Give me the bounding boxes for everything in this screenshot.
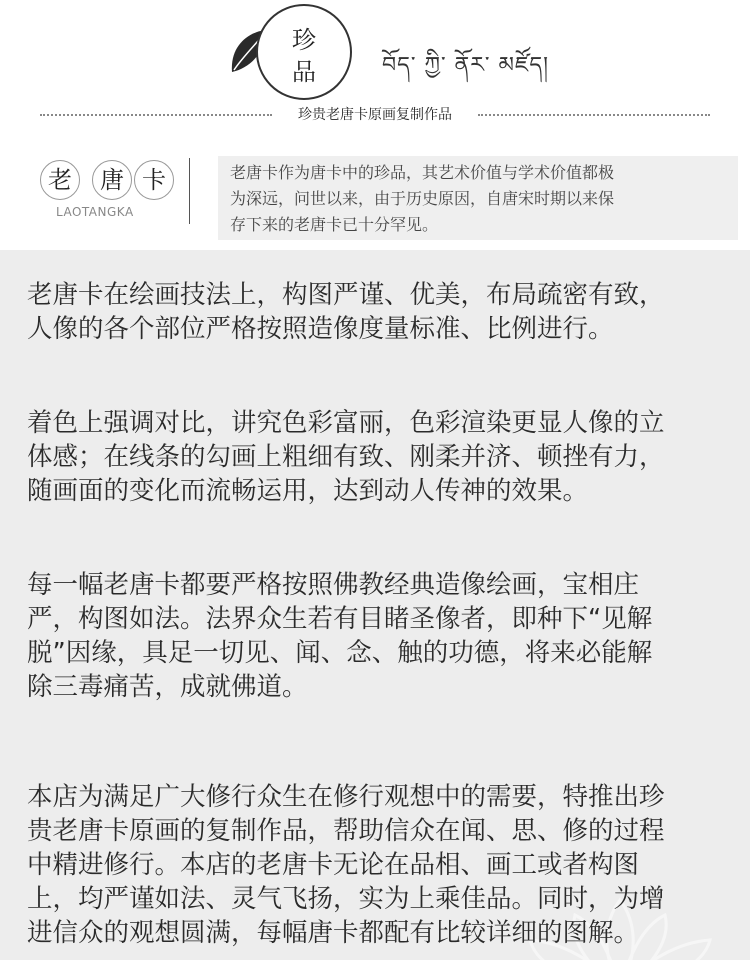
brand-english: LAOTANGKA xyxy=(56,205,134,219)
paragraph-line: 上，均严谨如法、灵气飞扬，实为上乘佳品。同时，为增 xyxy=(27,884,665,914)
seal-emblem xyxy=(256,4,352,100)
brand-char: 唐 xyxy=(92,160,132,200)
paragraph-line: 脱”因缘，具足一切见、闻、念、触的功德，将来必能解 xyxy=(27,638,653,668)
seal-char: 珍 xyxy=(292,26,316,54)
intro-box xyxy=(218,156,738,240)
paragraph xyxy=(27,780,727,950)
paragraph-line: 每一幅老唐卡都要严格按照佛教经典造像绘画，宝相庄 xyxy=(27,570,640,600)
paragraph-line: 本店为满足广大修行众生在修行观想中的需要，特推出珍 xyxy=(27,782,665,812)
intro-line: 为深远，问世以来，由于历史原因，自唐宋时期以来保 xyxy=(230,189,615,208)
paragraph-line: 中精进修行。本店的老唐卡无论在品相、画工或者构图 xyxy=(27,850,640,880)
brand-char: 老 xyxy=(40,160,80,200)
vertical-divider xyxy=(189,158,190,224)
paragraph-line: 贵老唐卡原画的复制作品，帮助信众在闻、思、修的过程 xyxy=(27,816,665,846)
paragraph xyxy=(27,278,727,346)
page-subtitle: 珍贵老唐卡原画复制作品 xyxy=(298,107,452,123)
dotted-divider xyxy=(478,114,710,116)
paragraph xyxy=(27,406,727,508)
intro-line: 老唐卡作为唐卡中的珍品，其艺术价值与学术价值都极 xyxy=(230,163,615,182)
paragraph-line: 严，构图如法。法界众生若有目睹圣像者，即种下“见解 xyxy=(27,604,653,634)
paragraph-line: 除三毒痛苦，成就佛道。 xyxy=(27,672,308,702)
paragraph-line: 人像的各个部位严格按照造像度量标准、比例进行。 xyxy=(27,314,614,344)
paragraph-line: 老唐卡在绘画技法上，构图严谨、优美，布局疏密有致， xyxy=(27,280,665,310)
subtitle-row xyxy=(40,104,710,126)
header-section xyxy=(0,0,750,250)
tibetan-text: བོད་ ཀྱི་ ནོར་ མཛོད། xyxy=(382,53,550,78)
paragraph xyxy=(27,568,727,704)
brand-char: 卡 xyxy=(134,160,174,200)
paragraph-line: 着色上强调对比，讲究色彩富丽，色彩渲染更显人像的立 xyxy=(27,408,665,438)
paragraph-line: 随画面的变化而流畅运用，达到动人传神的效果。 xyxy=(27,476,589,506)
paragraph-line: 体感；在线条的勾画上粗细有致、刚柔并济、顿挫有力， xyxy=(27,442,665,472)
intro-line: 存下来的老唐卡已十分罕见。 xyxy=(230,215,439,234)
main-content xyxy=(0,250,750,960)
paragraph-line: 进信众的观想圆满，每幅唐卡都配有比较详细的图解。 xyxy=(27,918,640,948)
seal-char: 品 xyxy=(292,58,316,86)
